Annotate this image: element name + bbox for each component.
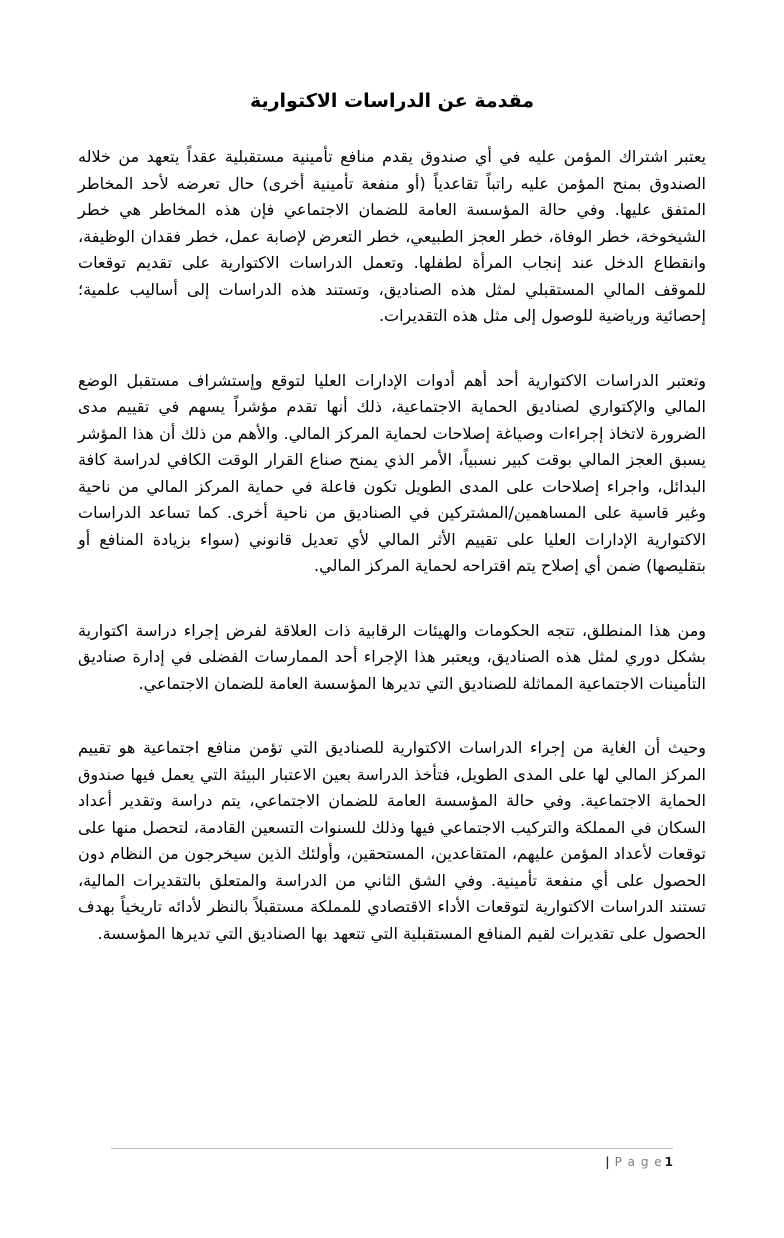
footer-page-number: 1 bbox=[664, 1155, 673, 1169]
document-body bbox=[78, 144, 706, 947]
paragraph-methodology: وحيث أن الغاية من إجراء الدراسات الاكتوارية للصناديق التي تؤمن منافع اجتماعية هو تقييم المركز المالي لها على المدى الطويل، فتأخذ الدراسة بعين الاعتبار البيئة التي يعمل فيها صندوق الحماية الاجتماعية. وفي حالة المؤسسة العامة للضمان الاجتماعي، يتم دراسة وتقدير أعداد السكان في المملكة والتركيب الاجتماعي فيها وذلك للسنوات التسعين القادمة، لتحصل منها على توقعات لأعداد المؤمن عليهم، المتقاعدين، المستحقين، وأولئك الذين سيخرجون من النظام دون الحصول على أي منفعة تأمينية. وفي الشق الثاني من الدراسة والمتعلق بالتقديرات المالية، تستند الدراسات الاكتوارية لتوقعات الأداء الاقتصادي للمملكة مستقبلاً بالنظر لأدائه تاريخياً بهدف الحصول على تقديرات لقيم المنافع المستقبلية التي تتعهد بها الصناديق التي تديرها المؤسسة. bbox=[78, 738, 706, 943]
paragraph-regulation: ومن هذا المنطلق، تتجه الحكومات والهيئات الرقابية ذات العلاقة لفرض إجراء دراسة اكتوارية بشكل دوري لمثل هذه الصناديق، ويعتبر هذا الإجراء أحد الممارسات الفضلى في إدارة صناديق التأمينات الاجتماعية المماثلة للصناديق التي تديرها المؤسسة العامة للضمان الاجتماعي. bbox=[78, 620, 706, 693]
footer-separator: | bbox=[605, 1155, 610, 1169]
paragraph-intro: يعتبر اشتراك المؤمن عليه في أي صندوق يقدم منافع تأمينية مستقبلية عقداً يتعهد من خلاله الصندوق بمنح المؤمن عليه راتباً تقاعدياً (أو منفعة تأمينية أخرى) حال تعرضه لأحد المخاطر المتفق عليها. وفي حالة المؤسسة العامة للضمان الاجتماعي فإن هذه المخاطر هي خطر الشيخوخة، خطر الوفاة، خطر العجز الطبيعي، خطر التعرض لإصابة عمل، خطر فقدان الوظيفة، وانقطاع الدخل عند إنجاب المرأة لطفلها. وتعمل الدراسات الاكتوارية على تقديم توقعات للموقف المالي المستقبلي لمثل هذه الصناديق، وتستند هذه الدراسات إلى أساليب علمية؛ إحصائية ورياضية للوصول إلى مثل هذه التقديرات. bbox=[78, 147, 706, 325]
document-content bbox=[0, 86, 784, 947]
paragraph-importance: وتعتبر الدراسات الاكتوارية أحد أهم أدوات الإدارات العليا لتوقع وإستشراف مستقبل الوضع المالي والإكتواري لصناديق الحماية الاجتماعية، ذلك أنها تقدم مؤشراً يسهم في تقييم مدى الضرورة لاتخاذ إجراءات وصياغة إصلاحات لحماية المركز المالي. والأهم من ذلك أن هذا المؤشر يسبق العجز المالي بوقت كبير نسبياً، الأمر الذي يمنح صناع القرار الوقت الكافي لدراسة كافة البدائل، واجراء إصلاحات على المدى الطويل تكون فاعلة في حماية المركز المالي من ناحية وغير قاسية على المساهمين/المشتركين في الصناديق من ناحية أخرى. كما تساعد الدراسات الاكتوارية الإدارات العليا على تقييم الأثر المالي لأي تعديل قانوني (سواء بزيادة المنافع أو بتقليصها) ضمن أي إصلاح يتم اقتراحه لحماية المركز المالي. bbox=[78, 370, 706, 575]
document-title: مقدمة عن الدراسات الاكتوارية bbox=[249, 90, 535, 112]
footer-page-label: P a g e bbox=[614, 1155, 663, 1169]
document-page bbox=[0, 86, 784, 1238]
page-footer bbox=[111, 1148, 673, 1170]
